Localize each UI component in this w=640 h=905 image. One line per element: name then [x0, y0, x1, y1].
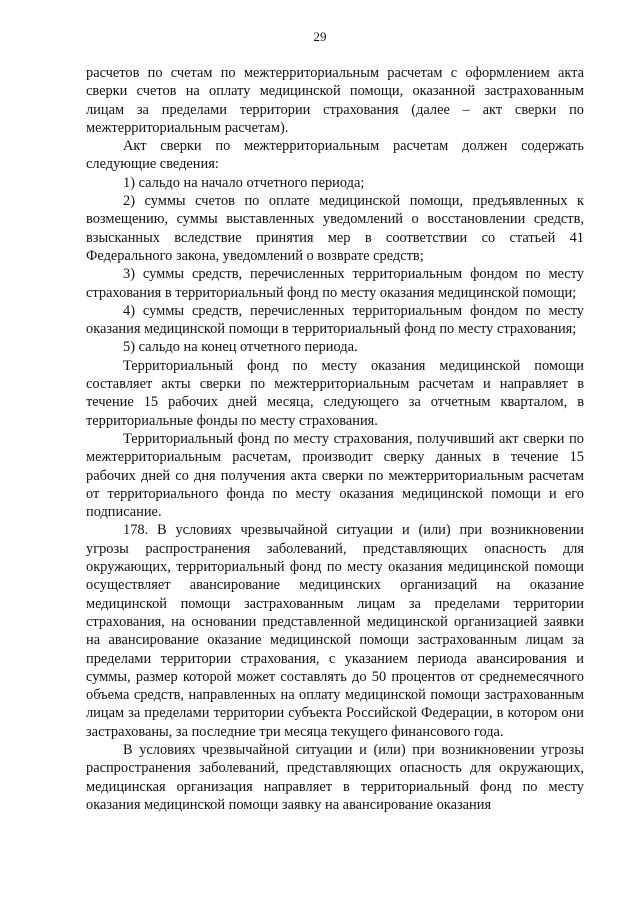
paragraph-clause-178: 178. В условиях чрезвычайной ситуации и (или) при возникновении угрозы распространения заболеваний, представляющих опасность для окружающих, территориальный фонд по месту оказания медицинской помощи осуществляет авансирование медицинских организаций на оказание медицинской помощи застрахованным лицам за пределами территории страхования, на основании представленной медицинской организацией заявки на авансирование оказание медицинской помощи застрахованным лицам за пределами территории страхования, с указанием периода авансирования и суммы, размер которой может составлять до 50 процентов от среднемесячного объема средств, направленных на оплату медицинской помощи застрахованным лицам за пределами территории субъекта Российской Федерации, в котором они застрахованы, за последние три месяца текущего финансового года.	[86, 522, 584, 740]
paragraph-fund-care-location: Территориальный фонд по месту оказания медицинской помощи составляет акты сверки по межтерриториальным расчетам и направляет в течение 15 рабочих дней месяца, следующего за отчетным кварталом, в территориальные фонды по месту страхования.	[86, 357, 584, 429]
paragraph-emergency-request: В условиях чрезвычайной ситуации и (или) при возникновении угрозы распространения заболеваний, представляющих опасность для окружающих, медицинская организация направляет в территориальный фонд по месту оказания медицинской помощи заявку на авансирование оказания	[86, 741, 584, 813]
document-body	[86, 64, 584, 814]
list-item-5: 5) сальдо на конец отчетного периода.	[123, 339, 358, 356]
paragraph-act-contents: Акт сверки по межтерриториальным расчетам должен содержать следующие сведения:	[86, 138, 584, 173]
list-item-3: 3) суммы средств, перечисленных территориальным фондом по месту страхования в территориальный фонд по месту оказания медицинской помощи;	[86, 266, 584, 301]
page-number: 29	[313, 29, 327, 44]
list-item-4: 4) суммы средств, перечисленных территориальным фондом по месту оказания медицинской помощи в территориальный фонд по месту страхования;	[86, 302, 584, 338]
paragraph-continuation: расчетов по счетам по межтерриториальным расчетам с оформлением акта сверки счетов на оплату медицинской помощи, оказанной застрахованным лицам за пределами территории страхования (далее – акт сверки по межтерриториальным расчетам).	[86, 65, 584, 136]
list-item-1: 1) сальдо на начало отчетного периода;	[123, 174, 365, 191]
paragraph-fund-insurance-location: Территориальный фонд по месту страхования, получивший акт сверки по межтерриториальным расчетам, производит сверку данных в течение 15 рабочих дней со дня получения акта сверки по межтерриториальным расчетам от территориального фонда по месту оказания медицинской помощи и его подписание.	[86, 430, 584, 521]
list-item-2: 2) суммы счетов по оплате медицинской помощи, предъявленных к возмещению, суммы выставленных уведомлений о восстановлении средств, взысканных вследствие принятия мер в соответствии со статьей 41 Федерального закона, уведомлений о возврате средств;	[86, 193, 584, 264]
